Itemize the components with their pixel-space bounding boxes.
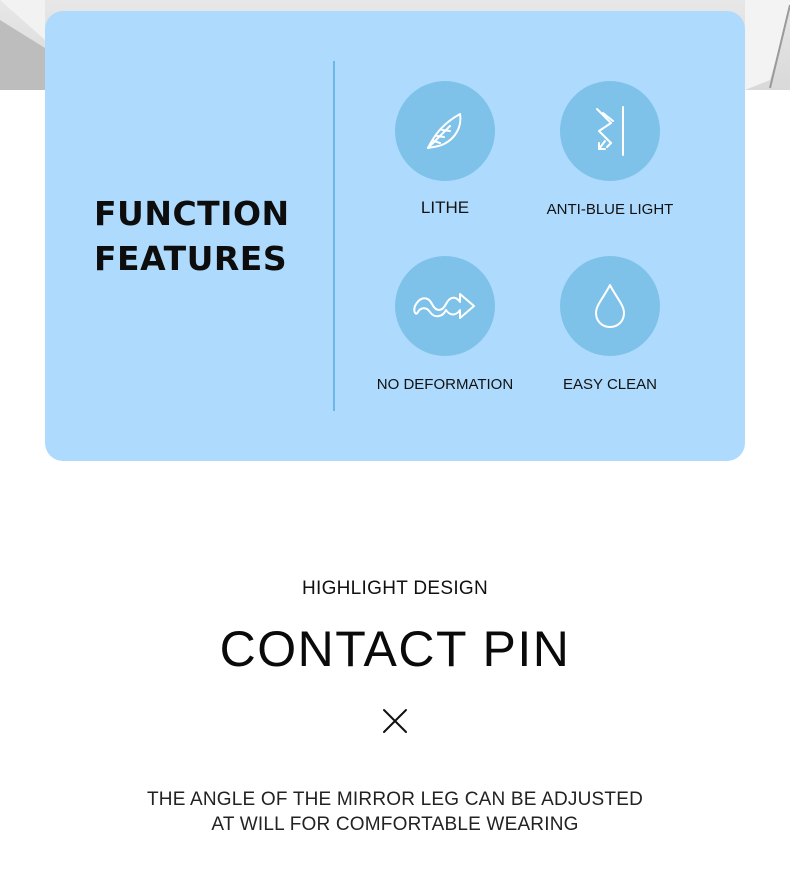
description-line-1: THE ANGLE OF THE MIRROR LEG CAN BE ADJUSTED	[146, 789, 643, 810]
function-features-panel	[45, 11, 745, 461]
feature-icon-circle	[560, 256, 660, 356]
feature-label: ANTI-BLUE LIGHT	[546, 201, 674, 218]
section-description	[0, 787, 790, 837]
panel-title-line-1: FUNCTION	[94, 194, 290, 233]
feature-easy-clean	[525, 256, 695, 393]
feature-anti-blue-light	[525, 81, 695, 218]
description-line-2: AT WILL FOR COMFORTABLE WEARING	[211, 814, 579, 835]
feature-icon-circle	[395, 256, 495, 356]
cross-icon	[382, 708, 408, 734]
feature-no-deformation	[360, 256, 530, 393]
feature-icon-circle	[395, 81, 495, 181]
light-beam-icon	[585, 103, 635, 159]
section-eyebrow: HIGHLIGHT DESIGN	[301, 578, 489, 599]
vertical-divider	[333, 61, 335, 411]
feather-icon	[420, 106, 470, 156]
panel-title-line-2: FEATURES	[94, 239, 288, 278]
feature-label: EASY CLEAN	[563, 376, 657, 393]
feature-label: NO DEFORMATION	[376, 376, 514, 393]
section-headline: CONTACT PIN	[219, 621, 571, 677]
water-drop-icon	[592, 281, 628, 331]
feature-label: LITHE	[420, 198, 470, 217]
flexible-wave-arrow-icon	[410, 286, 480, 326]
feature-icon-circle	[560, 81, 660, 181]
feature-lithe	[360, 81, 530, 218]
panel-title	[94, 191, 290, 281]
